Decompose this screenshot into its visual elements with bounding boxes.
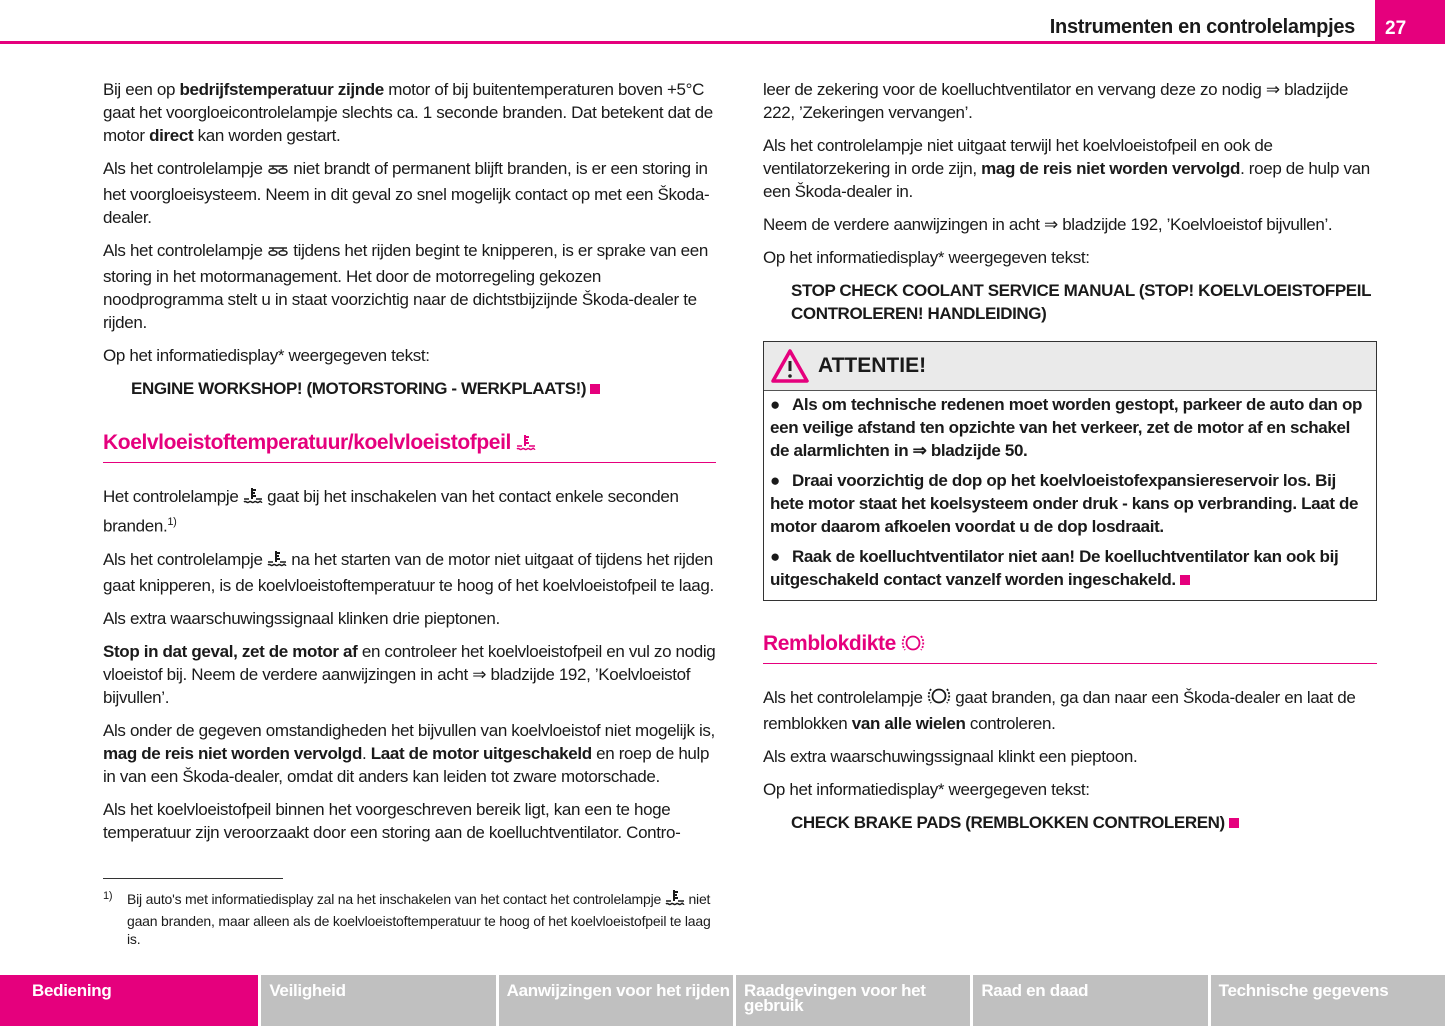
- text: Op het informatiedisplay* weergegeven tekst:: [763, 780, 1090, 799]
- text: Het controlelampje: [103, 487, 243, 506]
- bold-text: bedrijfstemperatuur zijnde: [179, 80, 384, 99]
- text: tijdens het rijden begint te knipperen, is er sprake van een storing in het motormanagement. Het door de motorregeling gekozen noodprogramma stelt u in staat voorzichtig naar de dichtstbijzijnde Škoda-dealer te rijden.: [103, 241, 708, 332]
- brake-pad-icon: [927, 686, 951, 712]
- chapter-tab[interactable]: Raadgevingen voor het gebruik: [736, 975, 970, 1026]
- display-message: [791, 279, 1377, 325]
- footnote: [103, 889, 718, 949]
- warning-box: [763, 341, 1377, 601]
- text: gaat branden, ga dan naar een Škoda-dealer en laat de remblokken: [763, 688, 1356, 733]
- section-heading: [763, 631, 1377, 664]
- bullet-icon: ●: [770, 547, 780, 566]
- left-column: [103, 78, 716, 854]
- end-of-section-marker: [1229, 818, 1239, 828]
- end-of-section-marker: [1180, 575, 1190, 585]
- page-number: 27: [1375, 0, 1445, 43]
- paragraph: [763, 78, 1377, 124]
- warning-body: [764, 391, 1376, 600]
- footnote-text: [127, 889, 718, 949]
- text: Neem de verdere aanwijzingen in acht ⇒ bladzijde 192, ’Koelvloeistof bijvullen’.: [763, 215, 1333, 234]
- text: Als het controlelampje: [103, 549, 267, 569]
- text: motor of bij buitentemperaturen boven +5°C gaat het voorgloeicontrolelampje slechts ca. 1 seconde branden. Dat betekent dat de motor: [103, 80, 713, 145]
- warning-header: [764, 342, 1376, 391]
- paragraph: [103, 548, 716, 597]
- coolant-icon: [516, 433, 536, 459]
- paragraph: [763, 778, 1377, 801]
- text: Als extra waarschuwingssignaal klinken drie pieptonen.: [103, 608, 500, 628]
- text: Op het informatiedisplay* weergegeven tekst:: [763, 248, 1090, 267]
- text: en roep de hulp in van een Škoda-dealer, omdat dit anders kan leiden tot zware motorschade.: [103, 743, 710, 786]
- paragraph: [763, 686, 1377, 735]
- coolant-icon: [243, 487, 263, 511]
- bold-text: direct: [149, 126, 194, 145]
- text: Bij een op: [103, 80, 180, 99]
- text: gaat bij het inschakelen van het contact enkele seconden branden.: [103, 487, 679, 536]
- text: .: [361, 743, 371, 763]
- chapter-tab[interactable]: Veiligheid: [261, 975, 495, 1026]
- paragraph: [763, 246, 1377, 269]
- footnote-rule: [103, 878, 283, 879]
- paragraph: [103, 485, 716, 538]
- text: Als het controlelampje niet uitgaat terwijl het koelvloeistofpeil en ook de ventilatorzekering in orde zijn,: [763, 136, 1273, 178]
- text: STOP CHECK COOLANT SERVICE MANUAL (STOP! KOELVLOEISTOFPEIL CONTROLEREN! HANDLEIDING): [791, 281, 1371, 323]
- warning-title: ATTENTIE!: [818, 354, 927, 377]
- glow-plug-icon: [267, 242, 289, 265]
- text: Als om technische redenen moet worden gestopt, parkeer de auto dan op een veilige afstand ten opzichte van het verkeer, zet de motor af en schakel de alarmlichten in ⇒ bladzijde 50.: [770, 395, 1363, 460]
- text: Remblokdikte: [763, 632, 902, 655]
- text: Raak de koelluchtventilator niet aan! De koelluchtventilator kan ook bij uitgeschakeld contact vanzelf worden ingeschakeld.: [770, 547, 1339, 589]
- chapter-tab[interactable]: Bediening: [0, 975, 258, 1026]
- display-message: [791, 811, 1377, 834]
- text: Als het controlelampje: [763, 688, 927, 707]
- header-rule: [0, 41, 1445, 44]
- footnote-reference: 1): [167, 516, 177, 528]
- text: niet brandt of permanent blijft branden, is er een storing in het voorgloeisysteem. Neem in dit geval zo snel mogelijk contact op met een Škoda-dealer.: [103, 159, 710, 227]
- text: Als onder de gegeven omstandigheden het bijvullen van koelvloeistof niet mogelijk is,: [103, 720, 715, 740]
- warning-item: [770, 469, 1370, 538]
- paragraph: [103, 239, 716, 334]
- paragraph: [103, 157, 716, 229]
- text: en controleer het koelvloeistofpeil en vul zo nodig vloeistof bij. Neem de verdere aanwijzingen in acht ⇒ bladzijde 192, ’Koelvloeistof bijvullen’.: [103, 641, 716, 707]
- bullet-icon: ●: [770, 471, 780, 490]
- text: CHECK BRAKE PADS (REMBLOKKEN CONTROLEREN): [791, 813, 1225, 832]
- text: ENGINE WORKSHOP! (MOTORSTORING - WERKPLAATS!): [131, 379, 587, 398]
- text: Koelvloeistoftemperatuur/koelvloeistofpeil: [103, 431, 517, 454]
- paragraph: [103, 719, 716, 788]
- end-of-section-marker: [590, 384, 600, 394]
- bold-text: mag de reis niet worden vervolgd: [981, 159, 1241, 178]
- paragraph: [103, 78, 716, 147]
- glow-plug-icon: [267, 160, 289, 183]
- paragraph: [103, 344, 716, 367]
- paragraph: [763, 213, 1377, 236]
- chapter-title: Instrumenten en controlelampjes: [1049, 16, 1355, 38]
- paragraph: [103, 607, 716, 630]
- bold-text: van alle wielen: [851, 714, 966, 733]
- chapter-tab[interactable]: Aanwijzingen voor het rijden: [499, 975, 733, 1026]
- warning-item: [770, 545, 1370, 591]
- coolant-icon: [267, 550, 287, 574]
- bold-text: Laat de motor uitgeschakeld: [370, 743, 592, 763]
- bullet-icon: ●: [770, 395, 780, 414]
- text: controleren.: [965, 714, 1056, 733]
- paragraph: [763, 134, 1377, 203]
- text: Als het controlelampje: [103, 241, 267, 260]
- text: Als het controlelampje: [103, 159, 267, 178]
- text: . roep de hulp van een Škoda-dealer in.: [763, 159, 1370, 201]
- chapter-navigation: [0, 975, 1445, 1026]
- paragraph: [103, 798, 716, 844]
- chapter-tab[interactable]: Raad en daad: [973, 975, 1207, 1026]
- text: na het starten van de motor niet uitgaat of tijdens het rijden gaat knipperen, is de koelvloeistoftemperatuur te hoog of het koelvloeistofpeil te laag.: [103, 549, 714, 595]
- text: niet gaan branden, maar alleen als de koelvloeistoftemperatuur te hoog of het koelvloeistofpeil te laag is.: [127, 891, 711, 947]
- paragraph: [103, 640, 716, 709]
- text: Bij auto's met informatiedisplay zal na het inschakelen van het contact het controlelampje: [127, 891, 665, 907]
- text: Als extra waarschuwingssignaal klinkt een pieptoon.: [763, 747, 1138, 766]
- bold-text: Stop in dat geval, zet de motor af: [103, 641, 358, 661]
- text: Draai voorzichtig de dop op het koelvloeistofexpansiereservoir los. Bij hete motor staat het koelsysteem onder druk - kans op verbranding. Laat de motor daarom afkoelen voordat u de dop losdraait.: [770, 471, 1359, 536]
- bold-text: mag de reis niet worden vervolgd: [103, 743, 362, 763]
- warning-item: [770, 393, 1370, 462]
- section-heading: [103, 430, 716, 463]
- right-column: [763, 78, 1377, 844]
- coolant-icon: [665, 889, 685, 912]
- brake-pad-icon: [901, 633, 925, 660]
- chapter-tab[interactable]: Technische gegevens: [1211, 975, 1445, 1026]
- display-message: [131, 377, 716, 400]
- paragraph: [763, 745, 1377, 768]
- text: kan worden gestart.: [193, 126, 341, 145]
- footnote-marker: 1): [103, 890, 113, 902]
- text: Op het informatiedisplay* weergegeven tekst:: [103, 346, 430, 365]
- text: leer de zekering voor de koelluchtventilator en vervang deze zo nodig ⇒ bladzijde 222, ’Zekeringen vervangen’.: [763, 80, 1349, 122]
- text: Als het koelvloeistofpeil binnen het voorgeschreven bereik ligt, kan een te hoge temperatuur zijn veroorzaakt door een storing aan de koelluchtventilator. Contro-: [103, 799, 681, 842]
- warning-triangle-icon: [770, 348, 810, 384]
